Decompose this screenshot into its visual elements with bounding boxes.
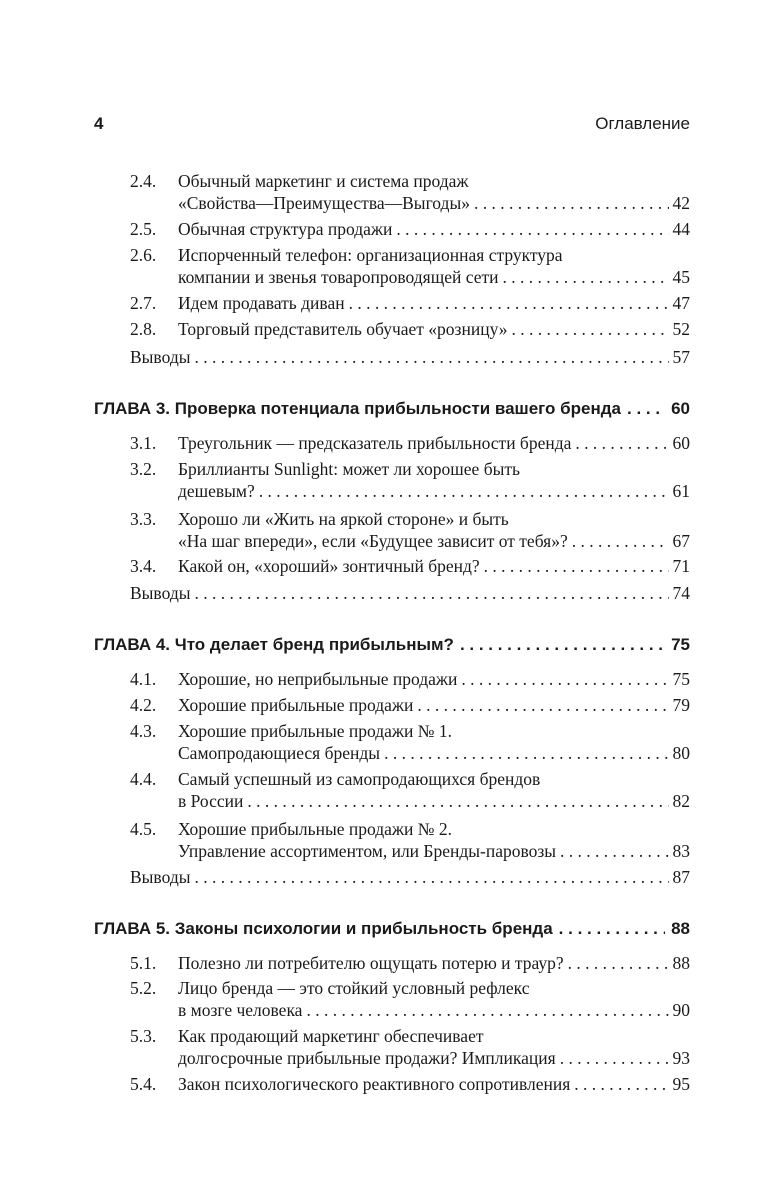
entry-page: 57 [672,347,690,367]
entry-page: 42 [672,193,690,213]
running-title: Оглавление [595,114,690,133]
entry-title-line: Выводы [130,867,191,887]
entry-number: 5.4. [130,1074,157,1094]
chapter-title: Законы психологии и прибыльность бренда [174,919,553,938]
dot-leader [259,480,669,502]
entry-number: 3.3. [130,509,157,529]
chapter-page: 75 [671,635,690,654]
entry-number: 2.8. [130,319,157,339]
dot-leader [627,398,665,420]
page-header [94,114,690,138]
entry-title-line: «Свойства—Преимущества—Выгоды» [178,193,470,213]
entry-number: 4.2. [130,695,157,715]
entry-page: 67 [672,531,690,551]
chapter-title: Проверка потенциала прибыльности вашего бренда [174,399,621,418]
dot-leader [349,292,669,314]
entry-title-line: в мозге человека [178,1000,303,1020]
chapter-page: 88 [671,919,690,938]
toc-entry[interactable] [130,768,690,812]
toc-entry[interactable] [130,1073,690,1095]
entry-page: 88 [672,953,690,973]
page-number: 4 [94,114,104,133]
toc-entry[interactable] [130,170,690,214]
entry-title-line: Треугольник — предсказатель прибыльности бренда [178,433,572,453]
entry-page: 47 [672,293,690,313]
entry-number: 5.3. [130,1026,157,1046]
entry-title-line: Обычная структура продажи [178,219,393,239]
entry-number: 2.4. [130,171,157,191]
entry-title-line: Полезно ли потребителю ощущать потерю и траур? [178,953,564,973]
entry-title-line: в России [178,791,244,811]
dot-leader [560,1047,669,1069]
dot-leader [575,432,668,454]
entry-page: 93 [672,1048,690,1068]
entry-title-line: Хорошие, но неприбыльные продажи [178,669,458,689]
entry-page: 45 [672,267,690,287]
entry-title-line: Выводы [130,583,191,603]
dot-leader [572,530,669,552]
dot-leader [560,840,668,862]
entry-page: 71 [672,556,690,576]
entry-number: 5.2. [130,978,157,998]
dot-leader [474,192,669,214]
toc-entry-conclusions[interactable] [130,582,690,604]
entry-number: 4.4. [130,769,157,789]
toc-entry-conclusions[interactable] [130,866,690,888]
toc-entry-conclusions[interactable] [130,346,690,368]
toc-entry[interactable] [130,555,690,577]
entry-page: 95 [672,1074,690,1094]
entry-number: 4.3. [130,721,157,741]
entry-page: 87 [672,867,690,887]
toc-entry[interactable] [130,244,690,288]
dot-leader [484,555,669,577]
entry-number: 4.1. [130,669,157,689]
toc-entry[interactable] [130,694,690,716]
entry-page: 74 [672,583,690,603]
dot-leader [574,1073,668,1095]
dot-leader [559,918,665,940]
chapter-label: ГЛАВА 4. [94,635,171,654]
entry-title-line: долгосрочные прибыльные продажи? Импликация [178,1048,556,1068]
entry-title-line: Какой он, «хороший» зонтичный бренд? [178,556,480,576]
dot-leader [461,668,668,690]
toc-entry[interactable] [130,1025,690,1069]
entry-title-line: Бриллианты Sunlight: может ли хорошее быть [178,459,520,479]
toc-entry[interactable] [130,952,690,974]
dot-leader [384,742,668,764]
entry-title-line: Хорошие прибыльные продажи № 2. [178,819,452,839]
toc-entry[interactable] [130,508,690,552]
entry-page: 60 [672,433,690,453]
entry-number: 2.6. [130,245,157,265]
entry-page: 83 [672,841,690,861]
entry-page: 79 [672,695,690,715]
entry-number: 2.7. [130,293,157,313]
toc-entry[interactable] [130,818,690,862]
chapter-page: 60 [671,399,690,418]
dot-leader [512,318,669,340]
entry-page: 75 [672,669,690,689]
entry-title-line: Управление ассортиментом, или Бренды-паровозы [178,841,557,861]
entry-number: 3.4. [130,556,157,576]
entry-number: 3.2. [130,459,157,479]
entry-page: 44 [672,219,690,239]
toc-entry[interactable] [130,668,690,690]
entry-title-line: Хорошие прибыльные продажи № 1. [178,721,452,741]
entry-number: 3.1. [130,433,157,453]
dot-leader [396,218,668,240]
toc-entry[interactable] [130,292,690,314]
entry-title-line: Испорченный телефон: организационная структура [178,245,563,265]
entry-title-line: Торговый представитель обучает «розницу» [178,319,508,339]
entry-title-line: Закон психологического реактивного сопротивления [178,1074,571,1094]
dot-leader [568,952,669,974]
entry-title-line: Хорошие прибыльные продажи [178,695,414,715]
entry-title-line: Лицо бренда — это стойкий условный рефлекс [178,978,530,998]
entry-page: 61 [672,481,690,501]
entry-title-line: Самый успешный из самопродающихся брендов [178,769,541,789]
toc-entry[interactable] [130,977,690,1021]
toc-chapter-5[interactable] [94,918,690,940]
entry-title-line: Как продающий маркетинг обеспечивает [178,1026,484,1046]
entry-page: 82 [672,791,690,811]
toc-entry[interactable] [130,218,690,240]
dot-leader [194,866,668,888]
dot-leader [502,266,668,288]
dot-leader [306,999,668,1021]
entry-page: 52 [672,319,690,339]
entry-title-line: Идем продавать диван [178,293,345,313]
chapter-title: Что делает бренд прибыльным? [174,635,454,654]
toc-entry[interactable] [130,720,690,764]
toc-entry[interactable] [130,432,690,454]
entry-title-line: Выводы [130,347,191,367]
dot-leader [417,694,668,716]
toc-entry[interactable] [130,318,690,340]
toc-chapter-3[interactable] [94,398,690,420]
dot-leader [460,634,665,656]
dot-leader [194,346,668,368]
entry-page: 80 [672,743,690,763]
dot-leader [194,582,668,604]
entry-number: 4.5. [130,819,157,839]
entry-page: 90 [672,1000,690,1020]
chapter-label: ГЛАВА 5. [94,919,171,938]
entry-number: 2.5. [130,219,157,239]
dot-leader [247,790,668,812]
entry-title-line: Хорошо ли «Жить на яркой стороне» и быть [178,509,509,529]
entry-title-line: Самопродающиеся бренды [178,743,381,763]
entry-title-line: «На шаг впереди», если «Будущее зависит от тебя»? [178,531,568,551]
entry-title-line: дешевым? [178,481,255,501]
entry-title-line: Обычный маркетинг и система продаж [178,171,469,191]
toc-chapter-4[interactable] [94,634,690,656]
entry-title-line: компании и звенья товаропроводящей сети [178,267,499,287]
entry-number: 5.1. [130,953,157,973]
chapter-label: ГЛАВА 3. [94,399,171,418]
toc-entry[interactable] [130,458,690,502]
